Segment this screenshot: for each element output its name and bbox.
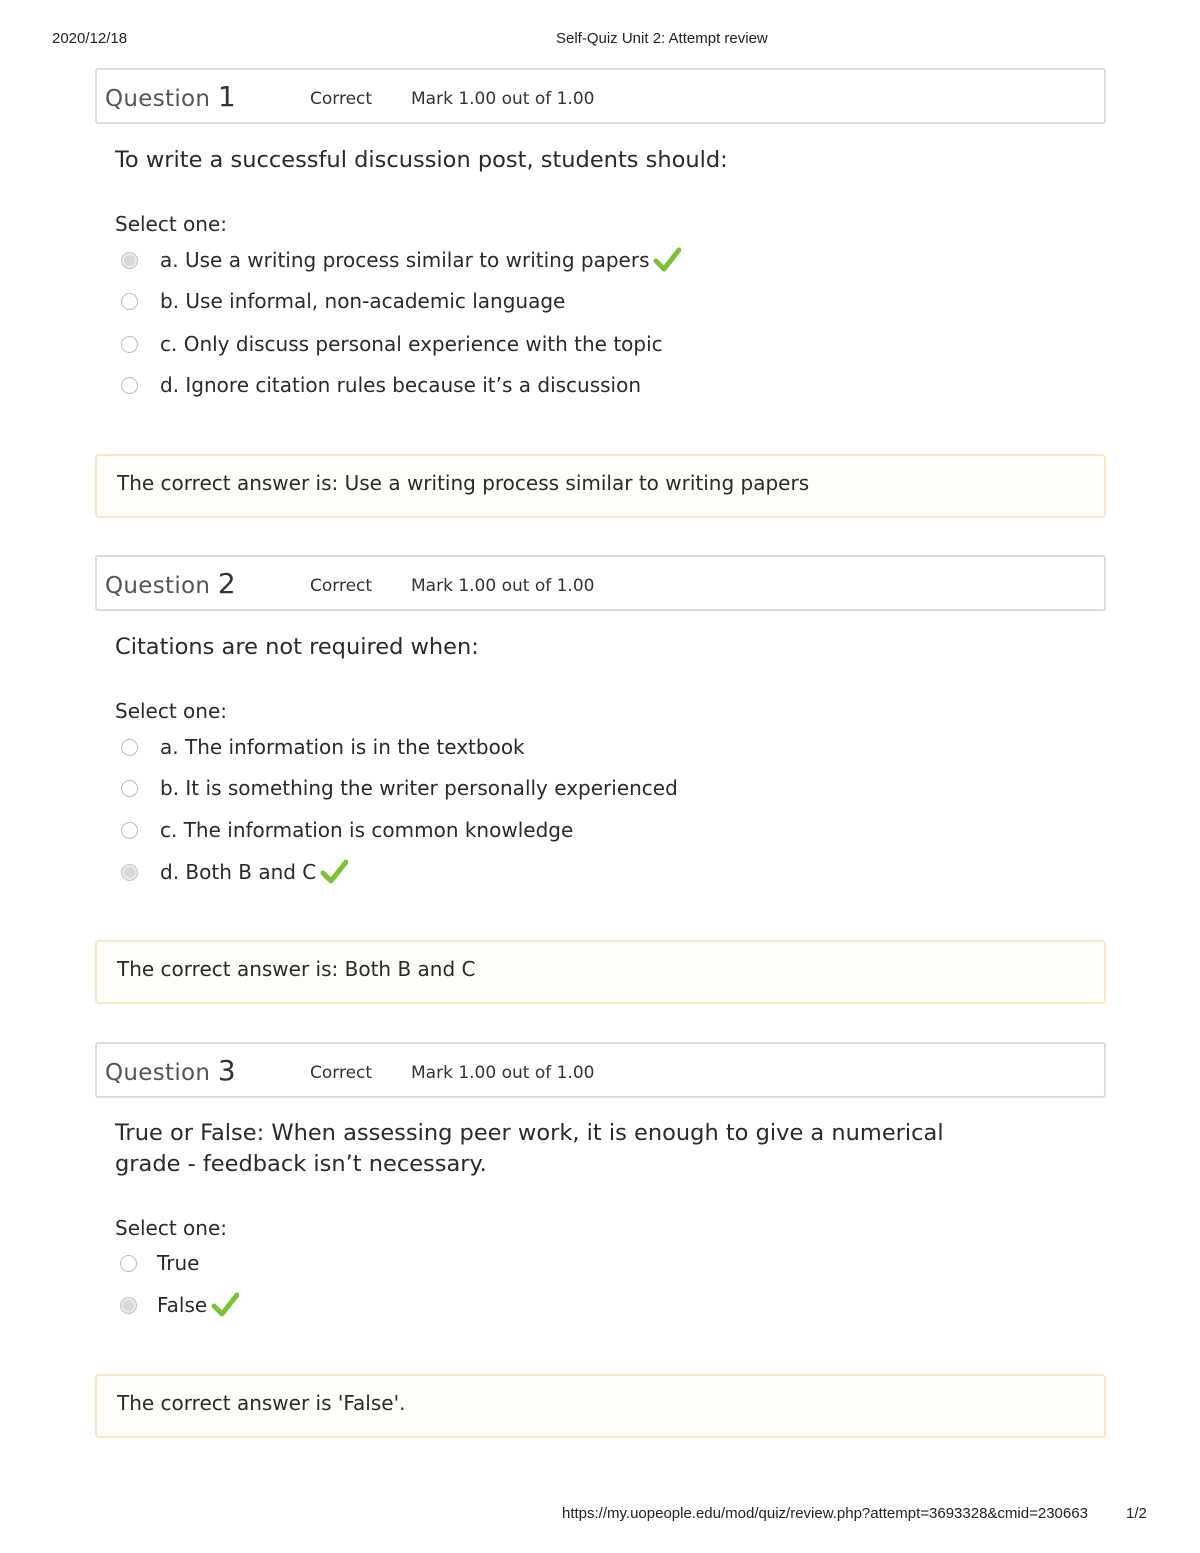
option-label: a. The information is in the textbook	[160, 735, 525, 759]
question-2-option-b[interactable]	[121, 773, 678, 803]
option-label: a. Use a writing process similar to writing papers	[160, 248, 650, 272]
question-label: Question 1	[105, 80, 237, 113]
select-one-prompt: Select one:	[115, 212, 228, 236]
page-title: Self-Quiz Unit 2: Attempt review	[556, 30, 768, 47]
question-2-info	[95, 555, 1106, 611]
radio-button[interactable]	[121, 336, 138, 353]
correct-answer-text: The correct answer is 'False'.	[117, 1391, 406, 1415]
page-url: https://my.uopeople.edu/mod/quiz/review.php?attempt=3693328&cmid=230663	[562, 1505, 1088, 1522]
correct-answer-text: The correct answer is: Both B and C	[117, 957, 476, 981]
option-label: d. Both B and C	[160, 860, 317, 884]
question-2-option-d[interactable]	[121, 857, 348, 887]
question-number: 1	[217, 80, 237, 113]
question-1-option-c[interactable]	[121, 329, 663, 359]
option-label: True	[157, 1251, 200, 1275]
select-one-prompt: Select one:	[115, 699, 228, 723]
option-label: False	[157, 1293, 208, 1317]
question-3-info	[95, 1042, 1106, 1098]
question-2-text: Citations are not required when:	[115, 634, 479, 660]
radio-button[interactable]	[121, 864, 138, 881]
question-1-text: To write a successful discussion post, students should:	[115, 147, 728, 173]
question-3-option-true[interactable]	[120, 1248, 199, 1278]
question-mark: Mark 1.00 out of 1.00	[411, 89, 595, 109]
question-2-option-a[interactable]	[121, 732, 525, 762]
print-date: 2020/12/18	[52, 30, 128, 47]
question-1-feedback	[95, 454, 1106, 518]
question-number: 2	[217, 567, 237, 600]
radio-button[interactable]	[121, 377, 138, 394]
radio-button[interactable]	[121, 822, 138, 839]
question-mark: Mark 1.00 out of 1.00	[411, 1063, 595, 1083]
question-1-option-b[interactable]	[121, 286, 565, 316]
option-label: b. Use informal, non-academic language	[160, 289, 566, 313]
option-label: b. It is something the writer personally experienced	[160, 776, 678, 800]
radio-button[interactable]	[120, 1255, 137, 1272]
question-3-option-false[interactable]	[120, 1290, 239, 1320]
question-3-text: True or False: When assessing peer work, it is enough to give a numerical grade - feedback isn’t necessary.	[115, 1120, 944, 1177]
select-one-prompt: Select one:	[115, 1216, 228, 1240]
question-mark: Mark 1.00 out of 1.00	[411, 576, 595, 596]
correct-answer-text: The correct answer is: Use a writing process similar to writing papers	[117, 471, 810, 495]
check-icon	[653, 246, 681, 274]
question-state: Correct	[310, 89, 373, 109]
question-2-feedback	[95, 940, 1106, 1004]
question-2-option-c[interactable]	[121, 815, 573, 845]
option-label: d. Ignore citation rules because it’s a discussion	[160, 373, 642, 397]
question-3-feedback	[95, 1374, 1106, 1438]
question-state: Correct	[310, 576, 373, 596]
question-1-option-d[interactable]	[121, 370, 641, 400]
question-state: Correct	[310, 1063, 373, 1083]
option-label: c. The information is common knowledge	[160, 818, 574, 842]
question-1-option-a[interactable]	[121, 245, 681, 275]
check-icon	[211, 1291, 239, 1319]
radio-button[interactable]	[121, 293, 138, 310]
check-icon	[320, 858, 348, 886]
question-label: Question 3	[105, 1054, 237, 1087]
radio-button[interactable]	[121, 780, 138, 797]
radio-button[interactable]	[121, 739, 138, 756]
radio-button[interactable]	[121, 252, 138, 269]
question-number: 3	[217, 1054, 237, 1087]
page-number: 1/2	[1126, 1505, 1147, 1522]
question-1-info	[95, 68, 1106, 124]
radio-button[interactable]	[120, 1297, 137, 1314]
option-label: c. Only discuss personal experience with the topic	[160, 332, 663, 356]
question-label: Question 2	[105, 567, 237, 600]
